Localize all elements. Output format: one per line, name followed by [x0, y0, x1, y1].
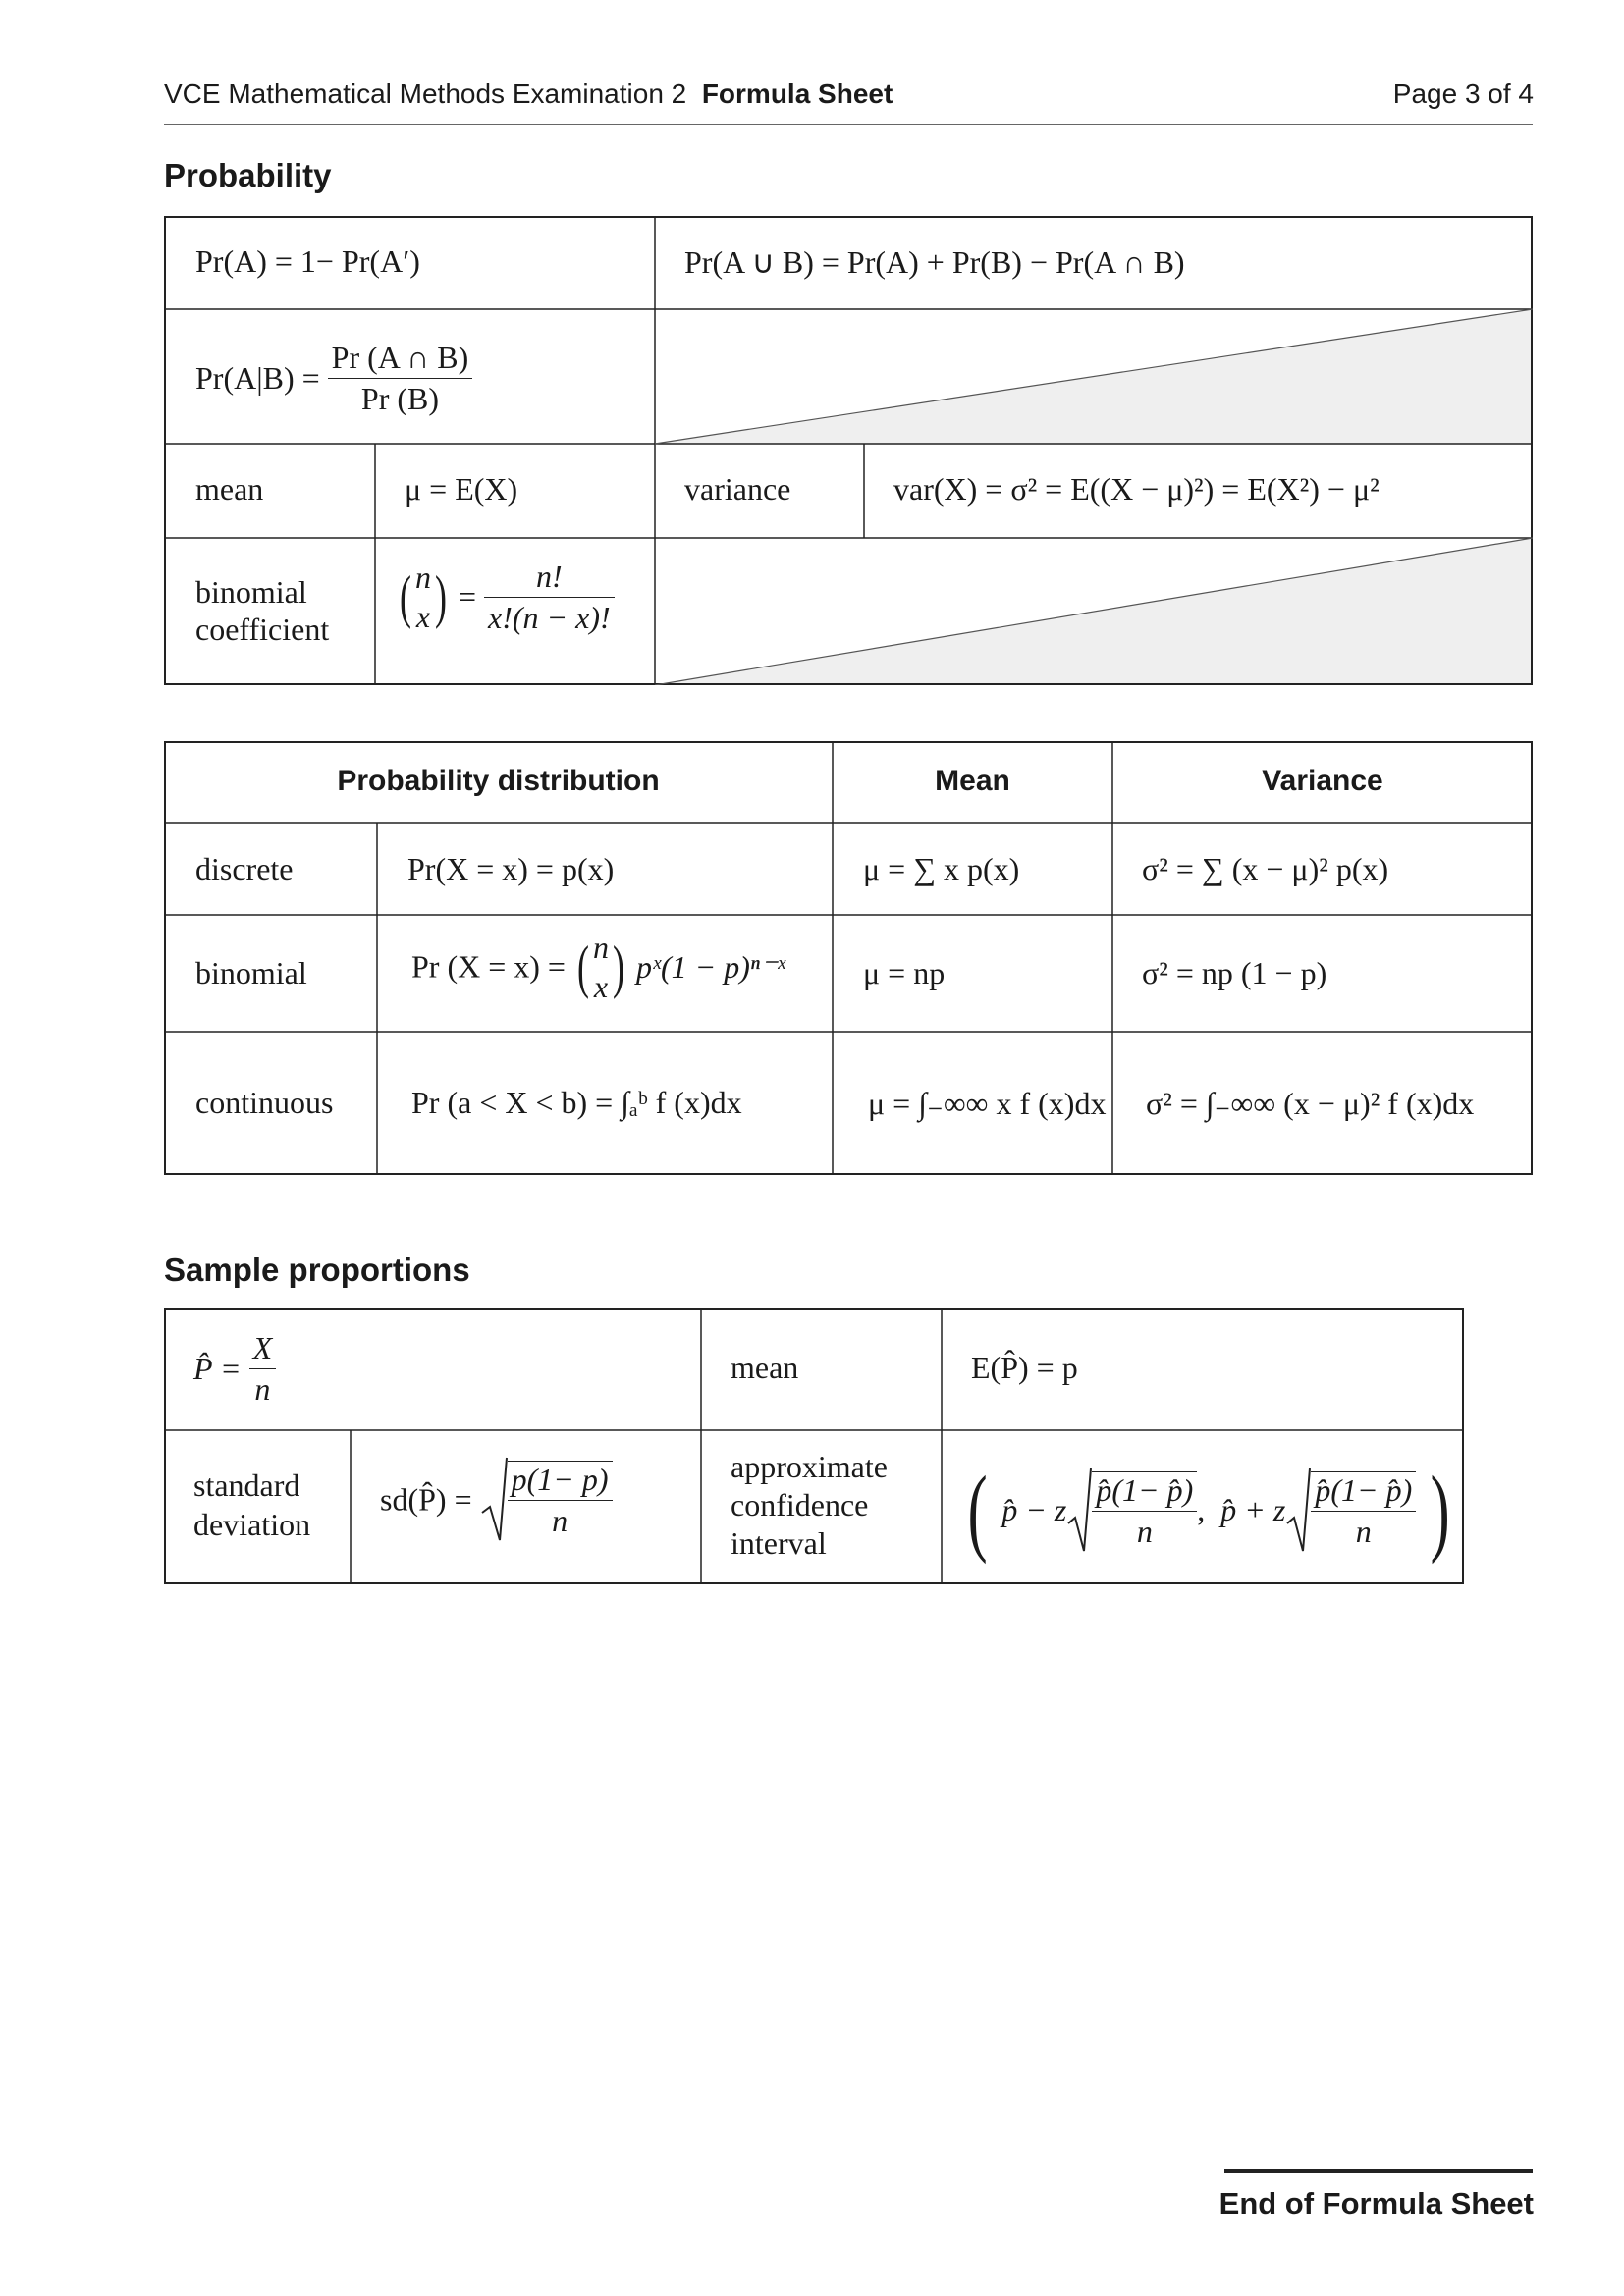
binomial-pdf-lhs: Pr (X = x) = — [411, 948, 566, 985]
sd-lhs: sd(P̂) = — [380, 1481, 472, 1518]
continuous-pdf: Pr (a < X < b) = ∫ₐᵇ f (x)dx — [411, 1085, 742, 1120]
sample-proportion-definition — [193, 1330, 276, 1408]
binomial-coefficient-label — [195, 573, 329, 648]
ci-left-denominator: n — [1136, 1513, 1153, 1549]
conditional-numerator: Pr (A ∩ B) — [328, 340, 473, 379]
ci-label-line2: confidence — [731, 1487, 869, 1522]
phat-fraction — [249, 1330, 277, 1408]
ci-left-term: p̂ − z — [1001, 1492, 1067, 1527]
row-label-continuous: continuous — [195, 1085, 334, 1120]
equals-sign: = — [458, 578, 477, 614]
addition-rule: Pr(A ∪ B) = Pr(A) + Pr(B) − Pr(A ∩ B) — [684, 244, 1185, 280]
column-header-mean: Mean — [935, 765, 1010, 797]
confidence-interval-formula — [961, 1454, 1457, 1567]
conditional-fraction — [328, 340, 473, 417]
standard-deviation-label — [193, 1466, 310, 1544]
probability-table-grid — [164, 216, 1533, 685]
binomial-choose — [593, 928, 609, 1006]
sd-numerator: p(1− p) — [508, 1462, 613, 1501]
standard-deviation-formula — [380, 1456, 613, 1544]
discrete-variance: σ² = ∑ (x − μ)² p(x) — [1142, 851, 1389, 886]
sqrt-icon — [1066, 1467, 1092, 1555]
discrete-mean: μ = ∑ x p(x) — [863, 851, 1020, 886]
ci-right-paren: ) — [1430, 1456, 1450, 1565]
binomial-right-paren: ) — [612, 934, 624, 999]
discrete-pdf: Pr(X = x) = p(x) — [407, 851, 615, 886]
binomial-coefficient-label-line2: coefficient — [195, 612, 330, 647]
sqrt-icon — [480, 1456, 508, 1544]
ci-right-fraction — [1311, 1471, 1416, 1550]
binom-fraction — [484, 559, 615, 636]
column-header-variance: Variance — [1262, 765, 1383, 797]
header-title — [164, 79, 893, 110]
left-paren: ( — [399, 563, 411, 629]
binom-top: n — [414, 560, 431, 595]
right-paren: ) — [434, 563, 447, 629]
header-divider — [164, 124, 1533, 125]
page-number: Page 3 of 4 — [1392, 79, 1534, 109]
binomial-coefficient-formula — [396, 558, 615, 636]
sd-sqrt — [480, 1456, 613, 1544]
ci-left-fraction — [1092, 1471, 1197, 1550]
binomial-mean: μ = np — [863, 955, 946, 990]
distribution-table — [164, 741, 1533, 1175]
binomial-pdf-rhs: pˣ(1 − p)ⁿ⁻ˣ — [635, 949, 785, 985]
binom-denominator: x!(n − x)! — [488, 599, 611, 635]
sqrt-icon — [1285, 1467, 1311, 1555]
binomial-binom-bottom: x — [593, 969, 609, 1004]
continuous-variance: σ² = ∫₋∞∞ (x − μ)² f (x)dx — [1146, 1086, 1475, 1121]
row-label-binomial: binomial — [195, 955, 307, 990]
ci-label-line3: interval — [731, 1525, 827, 1561]
sd-fraction — [508, 1461, 613, 1539]
binomial-coefficient-label-line1: binomial — [195, 574, 307, 610]
binomial-variance: σ² = np (1 − p) — [1142, 955, 1327, 990]
ci-right-term: p̂ + z — [1220, 1492, 1286, 1527]
continuous-mean: μ = ∫₋∞∞ x f (x)dx — [868, 1086, 1107, 1121]
section-title-sample-proportions: Sample proportions — [164, 1252, 470, 1288]
mean-label: mean — [195, 471, 264, 507]
variance-label: variance — [684, 471, 791, 507]
ci-left-paren: ( — [967, 1456, 988, 1565]
conditional-probability — [195, 340, 472, 417]
probability-table — [164, 216, 1533, 685]
header-formula-sheet: Formula Sheet — [701, 79, 893, 109]
conditional-lhs: Pr(A|B) = — [195, 360, 320, 396]
ci-label-line1: approximate — [731, 1449, 888, 1484]
conditional-denominator: Pr (B) — [360, 381, 439, 416]
binomial-pdf — [411, 928, 785, 1006]
confidence-interval-label — [731, 1448, 888, 1563]
ci-right-denominator: n — [1355, 1513, 1372, 1549]
binom-numerator: n! — [484, 559, 615, 598]
row-label-discrete: discrete — [195, 851, 294, 886]
ci-right-numerator: p̂(1− p̂) — [1311, 1472, 1416, 1512]
phat-denominator: n — [254, 1371, 271, 1407]
binomial-binom-top: n — [592, 930, 609, 965]
end-rule — [1224, 2169, 1533, 2173]
ci-left-numerator: p̂(1− p̂) — [1092, 1472, 1197, 1512]
complement-rule: Pr(A) = 1− Pr(A′) — [195, 243, 420, 279]
binom-bottom: x — [415, 599, 431, 634]
variance-formula: var(X) = σ² = E((X − μ)²) = E(X²) − μ² — [893, 471, 1380, 507]
column-header-distribution: Probability distribution — [337, 765, 660, 797]
end-of-formula-sheet: End of Formula Sheet — [1218, 2186, 1534, 2220]
mean-formula: μ = E(X) — [405, 471, 518, 507]
ci-left-sqrt — [1066, 1467, 1197, 1555]
sd-label-line2: deviation — [193, 1507, 311, 1542]
sample-mean-formula: E(P̂) = p — [971, 1350, 1078, 1385]
sample-proportions-table — [164, 1308, 1464, 1584]
ci-right-sqrt — [1285, 1467, 1416, 1555]
ci-comma: , — [1197, 1492, 1214, 1527]
header-exam-name: VCE Mathematical Methods Examination 2 — [164, 79, 687, 109]
phat-lhs: P̂ = — [193, 1351, 242, 1386]
sd-label-line1: standard — [193, 1468, 300, 1503]
sample-mean-label: mean — [731, 1350, 799, 1385]
binomial-left-paren: ( — [576, 934, 589, 999]
sd-denominator: n — [552, 1503, 568, 1538]
binomial-choose — [415, 558, 431, 636]
phat-numerator: X — [249, 1330, 277, 1369]
section-title-probability: Probability — [164, 157, 332, 193]
